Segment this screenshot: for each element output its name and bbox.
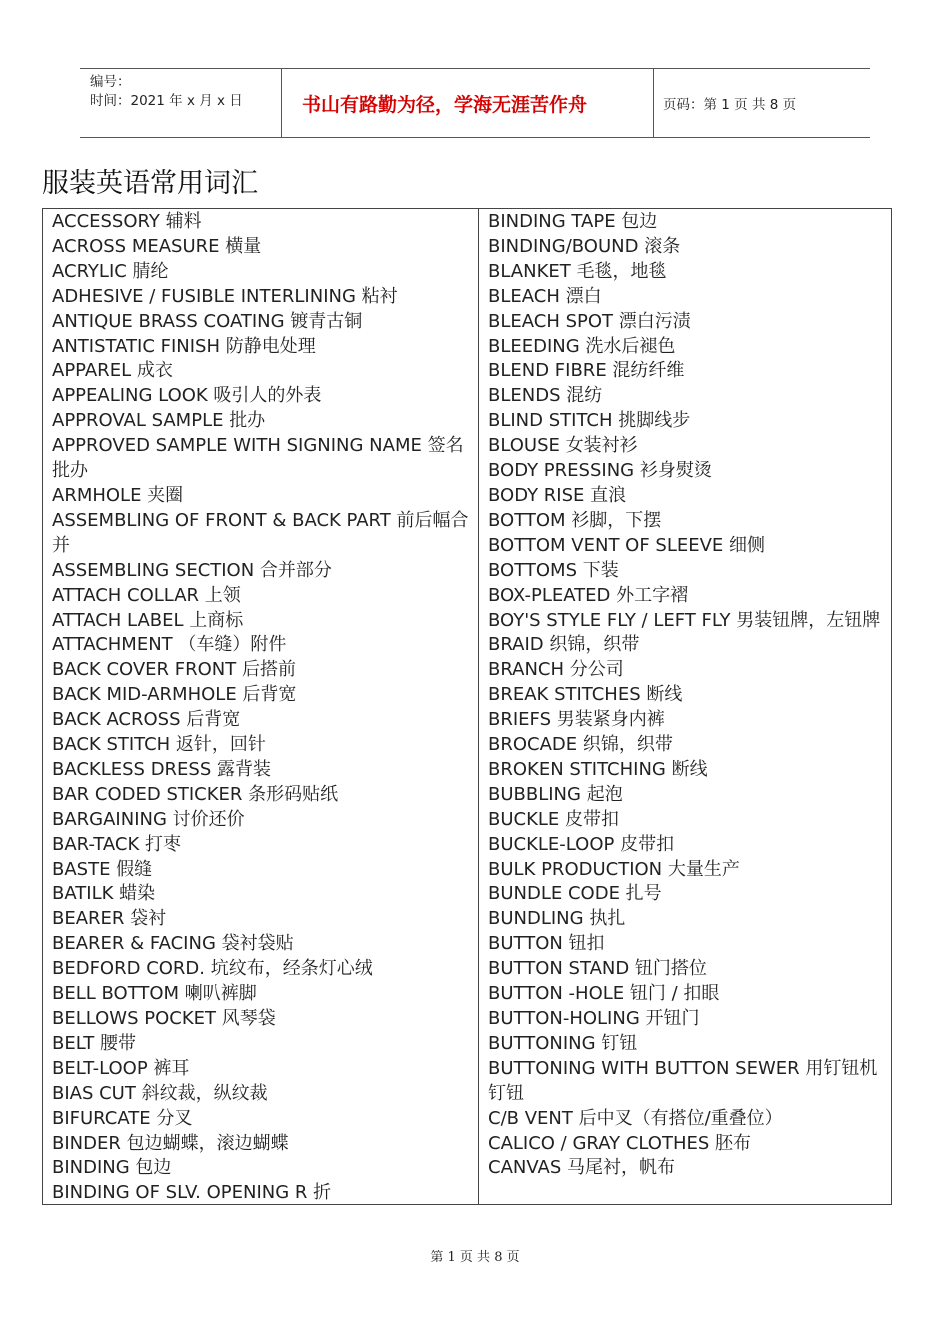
vocabulary-entry: BIAS CUT 斜纹裁，纵纹裁 [52,1082,268,1104]
vocabulary-entry: BRIEFS 男装紧身内裤 [488,709,665,731]
vocabulary-entry: ACRYLIC 腈纶 [52,260,169,282]
vocabulary-entry: ANTISTATIC FINISH 防静电处理 [52,335,316,357]
vocabulary-entry: BUTTONING 钉钮 [488,1032,638,1054]
vocabulary-entry: ATTACH COLLAR 上领 [52,584,241,606]
vocabulary-entry: BACK MID-ARMHOLE 后背宽 [52,684,297,706]
vocabulary-entry: BELL BOTTOM 喇叭裤脚 [52,983,257,1005]
vocabulary-entry: BODY PRESSING 衫身熨烫 [488,460,712,482]
vocabulary-entry: BUTTON STAND 钮门搭位 [488,958,707,980]
vocabulary-entry: BOTTOMS 下装 [488,559,619,581]
vocabulary-entry: APPEALING LOOK 吸引人的外表 [52,385,322,407]
vocabulary-entry: ATTACH LABEL 上商标 [52,609,244,631]
vocabulary-entry: BOX-PLEATED 外工字褶 [488,584,689,606]
vocabulary-entry: ANTIQUE BRASS COATING 镀青古铜 [52,310,363,332]
vocabulary-entry: ASSEMBLING SECTION 合并部分 [52,559,332,581]
vocabulary-entry: BATILK 蜡染 [52,883,156,905]
vocabulary-entry: BUNDLE CODE 扎号 [488,883,662,905]
vocabulary-entry: BAR CODED STICKER 条形码贴纸 [52,783,339,805]
vocabulary-entry: BOY'S STYLE FLY / LEFT FLY 男装钮牌，左钮牌 [488,609,881,631]
vocabulary-entry: BRANCH 分公司 [488,659,624,681]
vocabulary-entry: CALICO / GRAY CLOTHES 胚布 [488,1132,751,1154]
page-header [80,68,870,138]
vocabulary-entry: BAR-TACK 打枣 [52,833,181,855]
vocabulary-entry: BINDING OF SLV. OPENING R 折 [52,1182,332,1204]
vocabulary-entry: ACCESSORY 辅料 [52,211,202,232]
vocabulary-entry: BRAID 织锦，织带 [488,634,640,656]
vocabulary-entry: BEDFORD CORD. 坑纹布，经条灯心绒 [52,958,373,980]
vocabulary-entry: BUTTON 钮扣 [488,933,605,955]
vocabulary-entry: BINDER 包边蝴蝶，滚边蝴蝶 [52,1132,289,1154]
vocabulary-column-left [43,209,479,1204]
vocabulary-table [42,208,892,1205]
vocabulary-entry: BUNDLING 执扎 [488,908,626,930]
vocabulary-entry: BLENDS 混纺 [488,385,603,407]
vocabulary-entry: BACK COVER FRONT 后搭前 [52,659,296,681]
vocabulary-entry: BACKLESS DRESS 露背装 [52,758,272,780]
vocabulary-entry: BROCADE 织锦，织带 [488,734,673,756]
vocabulary-entry: BELLOWS POCKET 风琴袋 [52,1008,276,1029]
vocabulary-entry: BLEACH SPOT 漂白污渍 [488,310,691,332]
document-number-label: 编号： [90,74,131,90]
vocabulary-entry: BUTTON -HOLE 钮门 / 扣眼 [488,983,720,1005]
header-meta [80,69,282,137]
header-motto: 书山有路勤为径，学海无涯苦作舟 [282,69,654,137]
vocabulary-entry: BEARER 袋衬 [52,908,167,930]
vocabulary-entry: BACK ACROSS 后背宽 [52,709,241,731]
vocabulary-entry: BODY RISE 直浪 [488,484,627,506]
vocabulary-entry: ARMHOLE 夹圈 [52,484,184,506]
vocabulary-entry: BOTTOM VENT OF SLEEVE 细侧 [488,534,766,556]
vocabulary-entry: BREAK STITCHES 断线 [488,684,683,706]
vocabulary-entry: C/B VENT 后中叉（有搭位/重叠位） [488,1107,783,1129]
vocabulary-entry: BLIND STITCH 挑脚线步 [488,410,691,432]
vocabulary-entry: BROKEN STITCHING 断线 [488,758,708,780]
vocabulary-column-right [479,209,891,1204]
vocabulary-entry: APPAREL 成衣 [52,360,173,382]
vocabulary-entry: BUCKLE-LOOP 皮带扣 [488,833,675,855]
page-footer: 第 1 页 共 8 页 [430,1250,520,1265]
vocabulary-entry: BLOUSE 女装衬衫 [488,435,638,457]
vocabulary-entry: ADHESIVE / FUSIBLE INTERLINING 粘衬 [52,285,398,307]
vocabulary-entry: APPROVED SAMPLE WITH SIGNING NAME 签名批办 [52,435,464,482]
vocabulary-entry: BIFURCATE 分叉 [52,1107,193,1129]
vocabulary-entry: ATTACHMENT （车缝）附件 [52,634,287,656]
vocabulary-entry: BINDING 包边 [52,1157,172,1179]
vocabulary-entry: ASSEMBLING OF FRONT & BACK PART 前后幅合并 [52,509,469,556]
vocabulary-entry: BASTE 假缝 [52,858,153,880]
vocabulary-entry: BUCKLE 皮带扣 [488,808,620,830]
vocabulary-entry: BUTTONING WITH BUTTON SEWER 用钉钮机钉钮 [488,1057,878,1104]
vocabulary-entry: BUBBLING 起泡 [488,783,623,805]
vocabulary-entry: BUTTON-HOLING 开钮门 [488,1008,700,1029]
page-title: 服装英语常用词汇 [42,168,258,199]
vocabulary-entry: BLEEDING 洗水后褪色 [488,335,676,357]
vocabulary-entry: BLEACH 漂白 [488,285,602,307]
vocabulary-entry: BLANKET 毛毯，地毯 [488,260,667,282]
vocabulary-entry: BLEND FIBRE 混纺纤维 [488,360,685,382]
vocabulary-entry: CANVAS 马尾衬，帆布 [488,1157,675,1179]
vocabulary-entry: ACROSS MEASURE 横量 [52,235,262,257]
vocabulary-entry: BINDING/BOUND 滚条 [488,235,681,257]
vocabulary-entry: BACK STITCH 返针，回针 [52,734,266,756]
vocabulary-entry: BARGAINING 讨价还价 [52,808,245,830]
vocabulary-entry: BOTTOM 衫脚，下摆 [488,509,662,531]
vocabulary-entry: BULK PRODUCTION 大量生产 [488,858,740,880]
document-date: 时间：2021 年 x 月 x 日 [90,93,243,109]
vocabulary-entry: APPROVAL SAMPLE 批办 [52,410,266,432]
vocabulary-entry: BINDING TAPE 包边 [488,211,658,232]
vocabulary-entry: BELT-LOOP 裤耳 [52,1057,190,1079]
header-page-info: 页码：第 1 页 共 8 页 [663,97,797,113]
vocabulary-entry: BELT 腰带 [52,1032,136,1054]
vocabulary-entry: BEARER & FACING 袋衬袋贴 [52,933,294,955]
